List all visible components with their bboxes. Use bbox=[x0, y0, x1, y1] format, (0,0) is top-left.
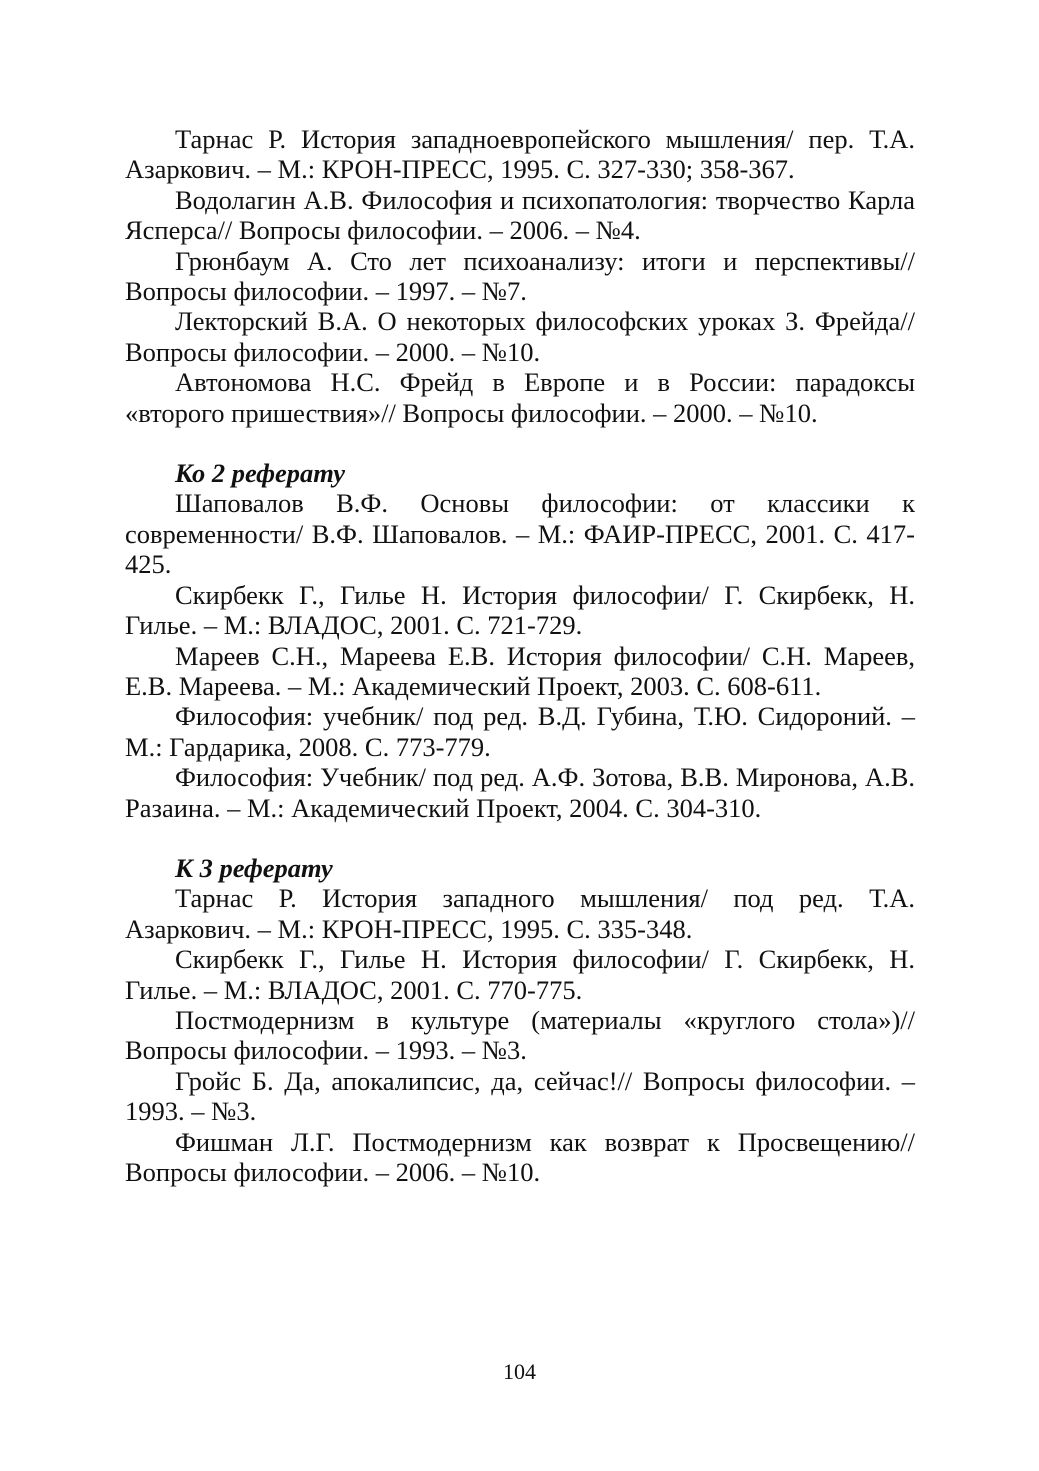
bibliography-entry: Гройс Б. Да, апокалипсис, да, сейчас!// Вопросы философии. – 1993. – №3. bbox=[125, 1065, 915, 1127]
bibliography-entry: Лекторский В.А. О некоторых философских уроках З. Фрейда// Вопросы философии. – 2000. – №10. bbox=[125, 306, 915, 367]
bibliography-entry: Шаповалов В.Ф. Основы философии: от классики к современности/ В.Ф. Шаповалов. – М.: ФАИР-ПРЕСС, 2001. С. 417-425. bbox=[125, 488, 915, 580]
bibliography-entry: Скирбекк Г., Гилье Н. История философии/ Г. Скирбекк, Н. Гилье. – М.: ВЛАДОС, 2001. С. 721-729. bbox=[125, 579, 915, 641]
bibliography-entry: Водолагин А.В. Философия и психопатология: творчество Карла Ясперса// Вопросы философии. – 2006. – №4. bbox=[125, 184, 915, 246]
bibliography-entry: Автономова Н.С. Фрейд в Европе и в России: парадоксы «второго пришествия»// Вопросы философии. – 2000. – №10. bbox=[125, 367, 915, 428]
bibliography-entry: Скирбекк Г., Гилье Н. История философии/ Г. Скирбекк, Н. Гилье. – М.: ВЛАДОС, 2001. С. 770-775. bbox=[125, 944, 915, 1005]
section-title-report-2: Ко 2 реферату bbox=[175, 458, 346, 489]
page-number: 104 bbox=[503, 1359, 536, 1384]
bibliography-entry: Грюнбаум А. Сто лет психоанализу: итоги и перспективы// Вопросы философии. – 1997. – №7. bbox=[125, 245, 915, 307]
page-body bbox=[125, 124, 915, 1187]
bibliography-entry: Философия: учебник/ под ред. В.Д. Губина, Т.Ю. Сидороний. – М.: Гардарика, 2008. С. 773-779. bbox=[125, 701, 915, 762]
bibliography-entry: Тарнас Р. История западноевропейского мышления/ пер. Т.А. Азаркович. – М.: КРОН-ПРЕСС, 1995. С. 327-330; 358-367. bbox=[125, 124, 915, 185]
bibliography-entry: Мареев С.Н., Мареева Е.В. История философии/ С.Н. Мареев, Е.В. Мареева. – М.: Академический Проект, 2003. С. 608-611. bbox=[125, 640, 915, 701]
section-title-report-3: К 3 реферату bbox=[175, 852, 333, 883]
bibliography-entry: Тарнас Р. История западного мышления/ под ред. Т.А. Азаркович. – М.: КРОН-ПРЕСС, 1995. С. 335-348. bbox=[125, 883, 915, 944]
bibliography-entry: Постмодернизм в культуре (материалы «круглого стола»)// Вопросы философии. – 1993. – №3. bbox=[125, 1004, 915, 1066]
bibliography-entry: Философия: Учебник/ под ред. А.Ф. Зотова, В.В. Миронова, А.В. Разаина. – М.: Академический Проект, 2004. С. 304-310. bbox=[125, 762, 915, 823]
bibliography-entry: Фишман Л.Г. Постмодернизм как возврат к Просвещению// Вопросы философии. – 2006. – №10. bbox=[125, 1126, 915, 1187]
